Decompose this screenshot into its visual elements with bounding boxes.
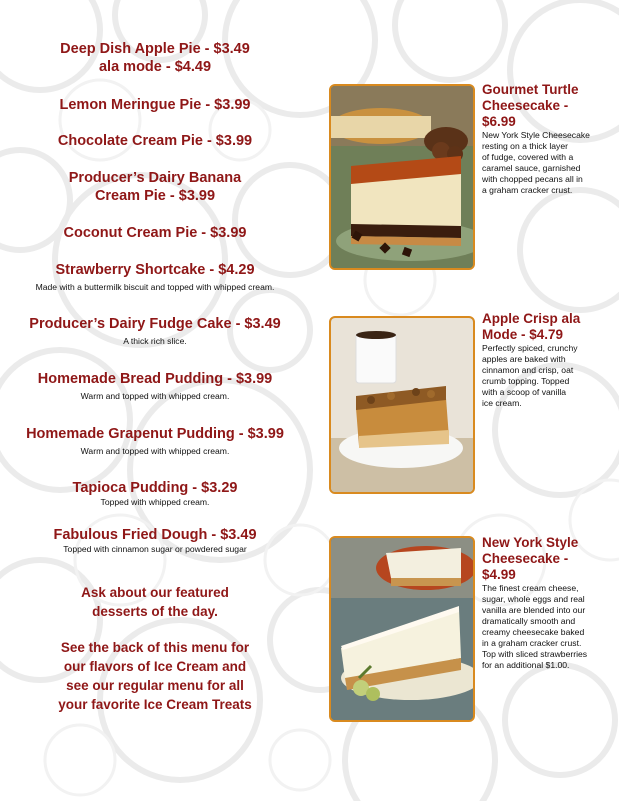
featured-title: New York Style [482,535,579,550]
menu-item [0,169,310,205]
menu-item [0,370,310,402]
item-title: Tapioca Pudding - $3.29 [72,480,238,496]
featured-title-line2: Cheesecake - [482,551,569,566]
menu-item [0,526,310,555]
item-title: Deep Dish Apple Pie - $3.49 [60,41,250,57]
item-description: A thick rich slice. [123,336,187,346]
item-title: Producer’s Dairy Fudge Cake - $3.49 [29,316,281,332]
apple-crisp-photo [329,316,475,494]
menu-item [0,425,310,457]
item-description: Made with a buttermilk biscuit and topped with whipped cream. [35,282,275,292]
menu-item [0,261,310,293]
item-title-line2: Cream Pie - $3.99 [94,188,216,204]
item-title: Coconut Cream Pie - $3.99 [63,225,247,241]
featured-title-line2: Mode - $4.79 [482,327,564,342]
item-title-line2: ala mode - $4.49 [98,59,212,75]
featured-desserts-note [0,583,310,621]
item-title: Producer’s Dairy Banana [68,170,242,186]
item-title: Homemade Bread Pudding - $3.99 [37,371,273,387]
promo-line: desserts of the day. [92,604,218,619]
item-description: Topped with cinnamon sugar or powdered sugar [63,544,247,554]
featured-description: Perfectly spiced, crunchy apples are baked with cinnamon and crisp, oat crumb topping. Topped with a scoop of vanilla ice cream. [482,343,578,408]
promo-line: your favorite Ice Cream Treats [58,697,252,712]
featured-title: Apple Crisp ala [482,311,581,326]
item-description: Topped with whipped cream. [100,497,210,507]
featured-price: $6.99 [482,114,516,129]
featured-description: The finest cream cheese, sugar, whole eggs and real vanilla are blended into our dramatically smooth and creamy cheesecake baked in a graham cracker crust. Top with sliced strawberries for an additional $1.00. [482,583,588,670]
item-title: Lemon Meringue Pie - $3.99 [59,97,251,113]
ny-cheesecake-photo [329,536,475,722]
featured-description: New York Style Cheesecake resting on a thick layer of fudge, covered with a caramel sauce, garnished with chopped pecans all in a graham cracker crust. [482,130,590,195]
featured-item-turtle [482,82,616,196]
item-title: Strawberry Shortcake - $4.29 [55,262,255,278]
menu-item [0,40,310,76]
promo-line: our flavors of Ice Cream and [63,659,247,674]
promo-line: see our regular menu for all [66,678,244,693]
item-title: Homemade Grapenut Pudding - $3.99 [26,426,284,442]
menu-item [0,132,310,150]
featured-item-ny-cheesecake [482,535,616,671]
turtle-cheesecake-photo [329,84,475,270]
promo-line: Ask about our featured [81,585,229,600]
item-description: Warm and topped with whipped cream. [80,446,230,456]
menu-item [0,479,310,508]
featured-item-apple-crisp [482,311,616,409]
item-title: Fabulous Fried Dough - $3.49 [53,527,257,543]
menu-item [0,315,310,347]
ice-cream-note [0,638,310,714]
item-description: Warm and topped with whipped cream. [80,391,230,401]
featured-price: $4.99 [482,567,516,582]
promo-line: See the back of this menu for [60,640,250,655]
menu-item [0,96,310,114]
featured-title-line2: Cheesecake - [482,98,569,113]
item-title: Chocolate Cream Pie - $3.99 [57,133,253,149]
featured-title: Gourmet Turtle [482,82,579,97]
menu-item [0,224,310,242]
